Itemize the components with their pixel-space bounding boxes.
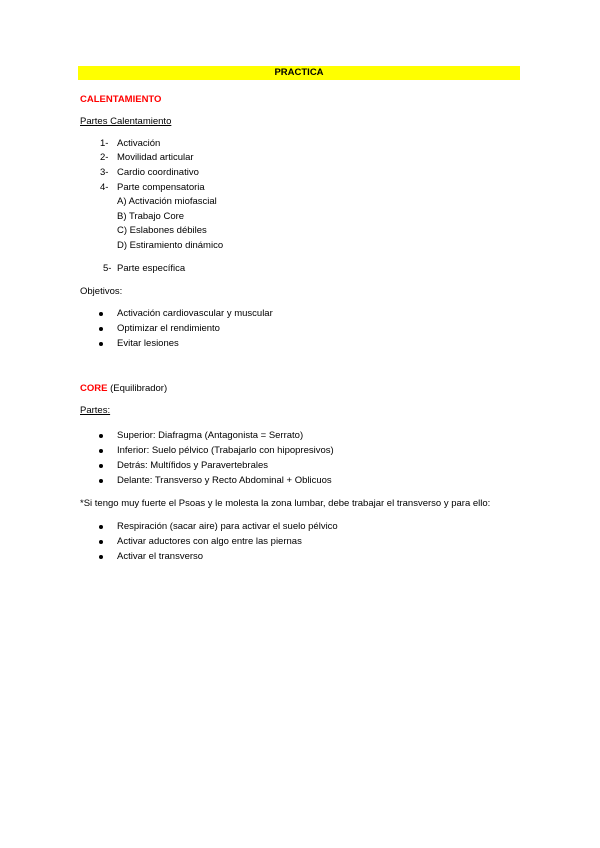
bullet-icon [99, 555, 103, 559]
core-parts-label: Partes: [80, 405, 111, 416]
list-item: B) Trabajo Core [117, 211, 185, 222]
warmup-heading: CALENTAMIENTO [80, 94, 162, 105]
bullet-icon [99, 540, 103, 544]
bullet-icon [99, 479, 103, 483]
list-number: 4- [100, 182, 109, 193]
list-number: 1- [100, 138, 109, 149]
list-number: 2- [100, 152, 109, 163]
list-item: Parte específica [117, 263, 186, 274]
list-item: Detrás: Multífidos y Paravertebrales [117, 460, 269, 471]
list-item: Activar el transverso [117, 551, 204, 562]
page-title: PRACTICA [78, 66, 520, 80]
list-item: Delante: Transverso y Recto Abdominal + Oblicuos [117, 475, 332, 486]
list-item: Respiración (sacar aire) para activar el suelo pélvico [117, 521, 338, 532]
list-item: Superior: Diafragma (Antagonista = Serrato) [117, 430, 304, 441]
core-heading-line [80, 383, 167, 395]
list-item: Activación [117, 138, 161, 149]
bullet-icon [99, 525, 103, 529]
list-item: A) Activación miofascial [117, 196, 217, 207]
list-item: Activación cardiovascular y muscular [117, 308, 273, 319]
bullet-icon [99, 312, 103, 316]
bullet-icon [99, 449, 103, 453]
core-heading: CORE [80, 383, 108, 394]
list-item: Optimizar el rendimiento [117, 323, 220, 334]
list-item: C) Eslabones débiles [117, 225, 207, 236]
core-heading-suffix: (Equilibrador) [107, 383, 168, 394]
list-item: Cardio coordinativo [117, 167, 199, 178]
list-item: D) Estiramiento dinámico [117, 240, 224, 251]
bullet-icon [99, 434, 103, 438]
list-item: Activar aductores con algo entre las piernas [117, 536, 302, 547]
list-item: Evitar lesiones [117, 338, 179, 349]
list-item: Movilidad articular [117, 152, 194, 163]
bullet-icon [99, 342, 103, 346]
list-number: 5- [103, 263, 112, 274]
warmup-parts-label: Partes Calentamiento [80, 116, 172, 127]
list-number: 3- [100, 167, 109, 178]
list-item: Inferior: Suelo pélvico (Trabajarlo con hipopresivos) [117, 445, 334, 456]
list-item: Parte compensatoria [117, 182, 205, 193]
objectives-label: Objetivos: [80, 286, 123, 297]
core-note: *Si tengo muy fuerte el Psoas y le molesta la zona lumbar, debe trabajar el transverso y para ello: [80, 498, 491, 509]
bullet-icon [99, 327, 103, 331]
bullet-icon [99, 464, 103, 468]
